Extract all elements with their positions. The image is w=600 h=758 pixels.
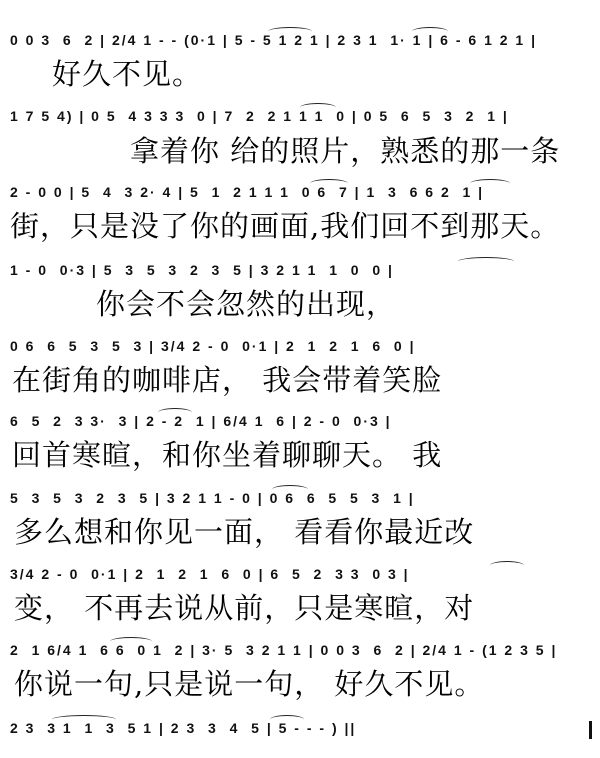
notation-line-6: 6 5 2 3 3· 3 | 2 - 2 1 | 6/4 1 6 | 2 - 0 0·3 | — [10, 413, 392, 429]
notation-line-7: 5 3 5 3 2 3 5 | 3 2 1 1 - 0 | 0 6 6 5 5 3 1 | — [10, 490, 415, 506]
slur-mark — [268, 27, 312, 36]
slur-mark — [412, 27, 448, 36]
lyric-line-2: 拿着你 给的照片，熟悉的那一条 — [130, 134, 561, 168]
lyric-line-9: 你说一句,只是说一句， 好久不见。 — [14, 667, 485, 701]
slur-mark — [158, 408, 192, 417]
lyric-line-8: 变， 不再去说从前，只是寒暄，对 — [14, 591, 475, 625]
final-barline — [589, 721, 592, 739]
slur-mark — [300, 103, 336, 112]
lyric-line-5: 在街角的咖啡店， 我会带着笑脸 — [12, 363, 443, 397]
slur-mark — [270, 715, 304, 724]
slur-mark — [310, 179, 348, 188]
lyric-line-6: 回首寒暄，和你坐着聊聊天。 我 — [12, 438, 443, 472]
slur-mark — [272, 485, 308, 494]
notation-line-8: 3/4 2 - 0 0·1 | 2 1 2 1 6 0 | 6 5 2 3 3 0 3 | — [10, 566, 410, 582]
slur-mark — [458, 257, 514, 266]
slur-mark — [52, 715, 116, 724]
slur-mark — [470, 179, 510, 188]
notation-line-2: 1 7 5 4) | 0 5 4 3 3 3 0 | 7 2 2 1 1 1 0 | 0 5 6 5 3 2 1 | — [10, 108, 509, 124]
notation-line-4: 1 - 0 0·3 | 5 3 5 3 2 3 5 | 3 2 1 1 1 0 0 | — [10, 262, 394, 278]
lyric-line-1: 好久不见。 — [52, 57, 203, 91]
notation-line-3: 2 - 0 0 | 5 4 3 2· 4 | 5 1 2 1 1 1 0 6 7 | 1 3 6 6 2 1 | — [10, 184, 485, 200]
notation-line-5: 0 6 6 5 3 5 3 | 3/4 2 - 0 0·1 | 2 1 2 1 6 0 | — [10, 338, 416, 354]
notation-line-9: 2 1 6/4 1 6 6 0 1 2 | 3· 5 3 2 1 1 | 0 0 3 6 2 | 2/4 1 - (1 2 3 5 | — [10, 642, 558, 658]
lyric-line-7: 多么想和你见一面， 看看你最近改 — [14, 515, 475, 549]
notation-line-1: 0 0 3 6 2 | 2/4 1 - - (0·1 | 5 - 5 1 2 1 | 2 3 1 1· 1 | 6 - 6 1 2 1 | — [10, 32, 538, 48]
notation-line-10: 2 3 3 1 1 3 5 1 | 2 3 3 4 5 | 5 - - - ) || — [10, 720, 357, 736]
slur-mark — [490, 561, 524, 570]
lyric-line-4: 你会不会忽然的出现， — [96, 287, 397, 321]
lyric-line-3: 街，只是没了你的画面,我们回不到那天。 — [10, 209, 561, 243]
slur-mark — [110, 637, 152, 646]
